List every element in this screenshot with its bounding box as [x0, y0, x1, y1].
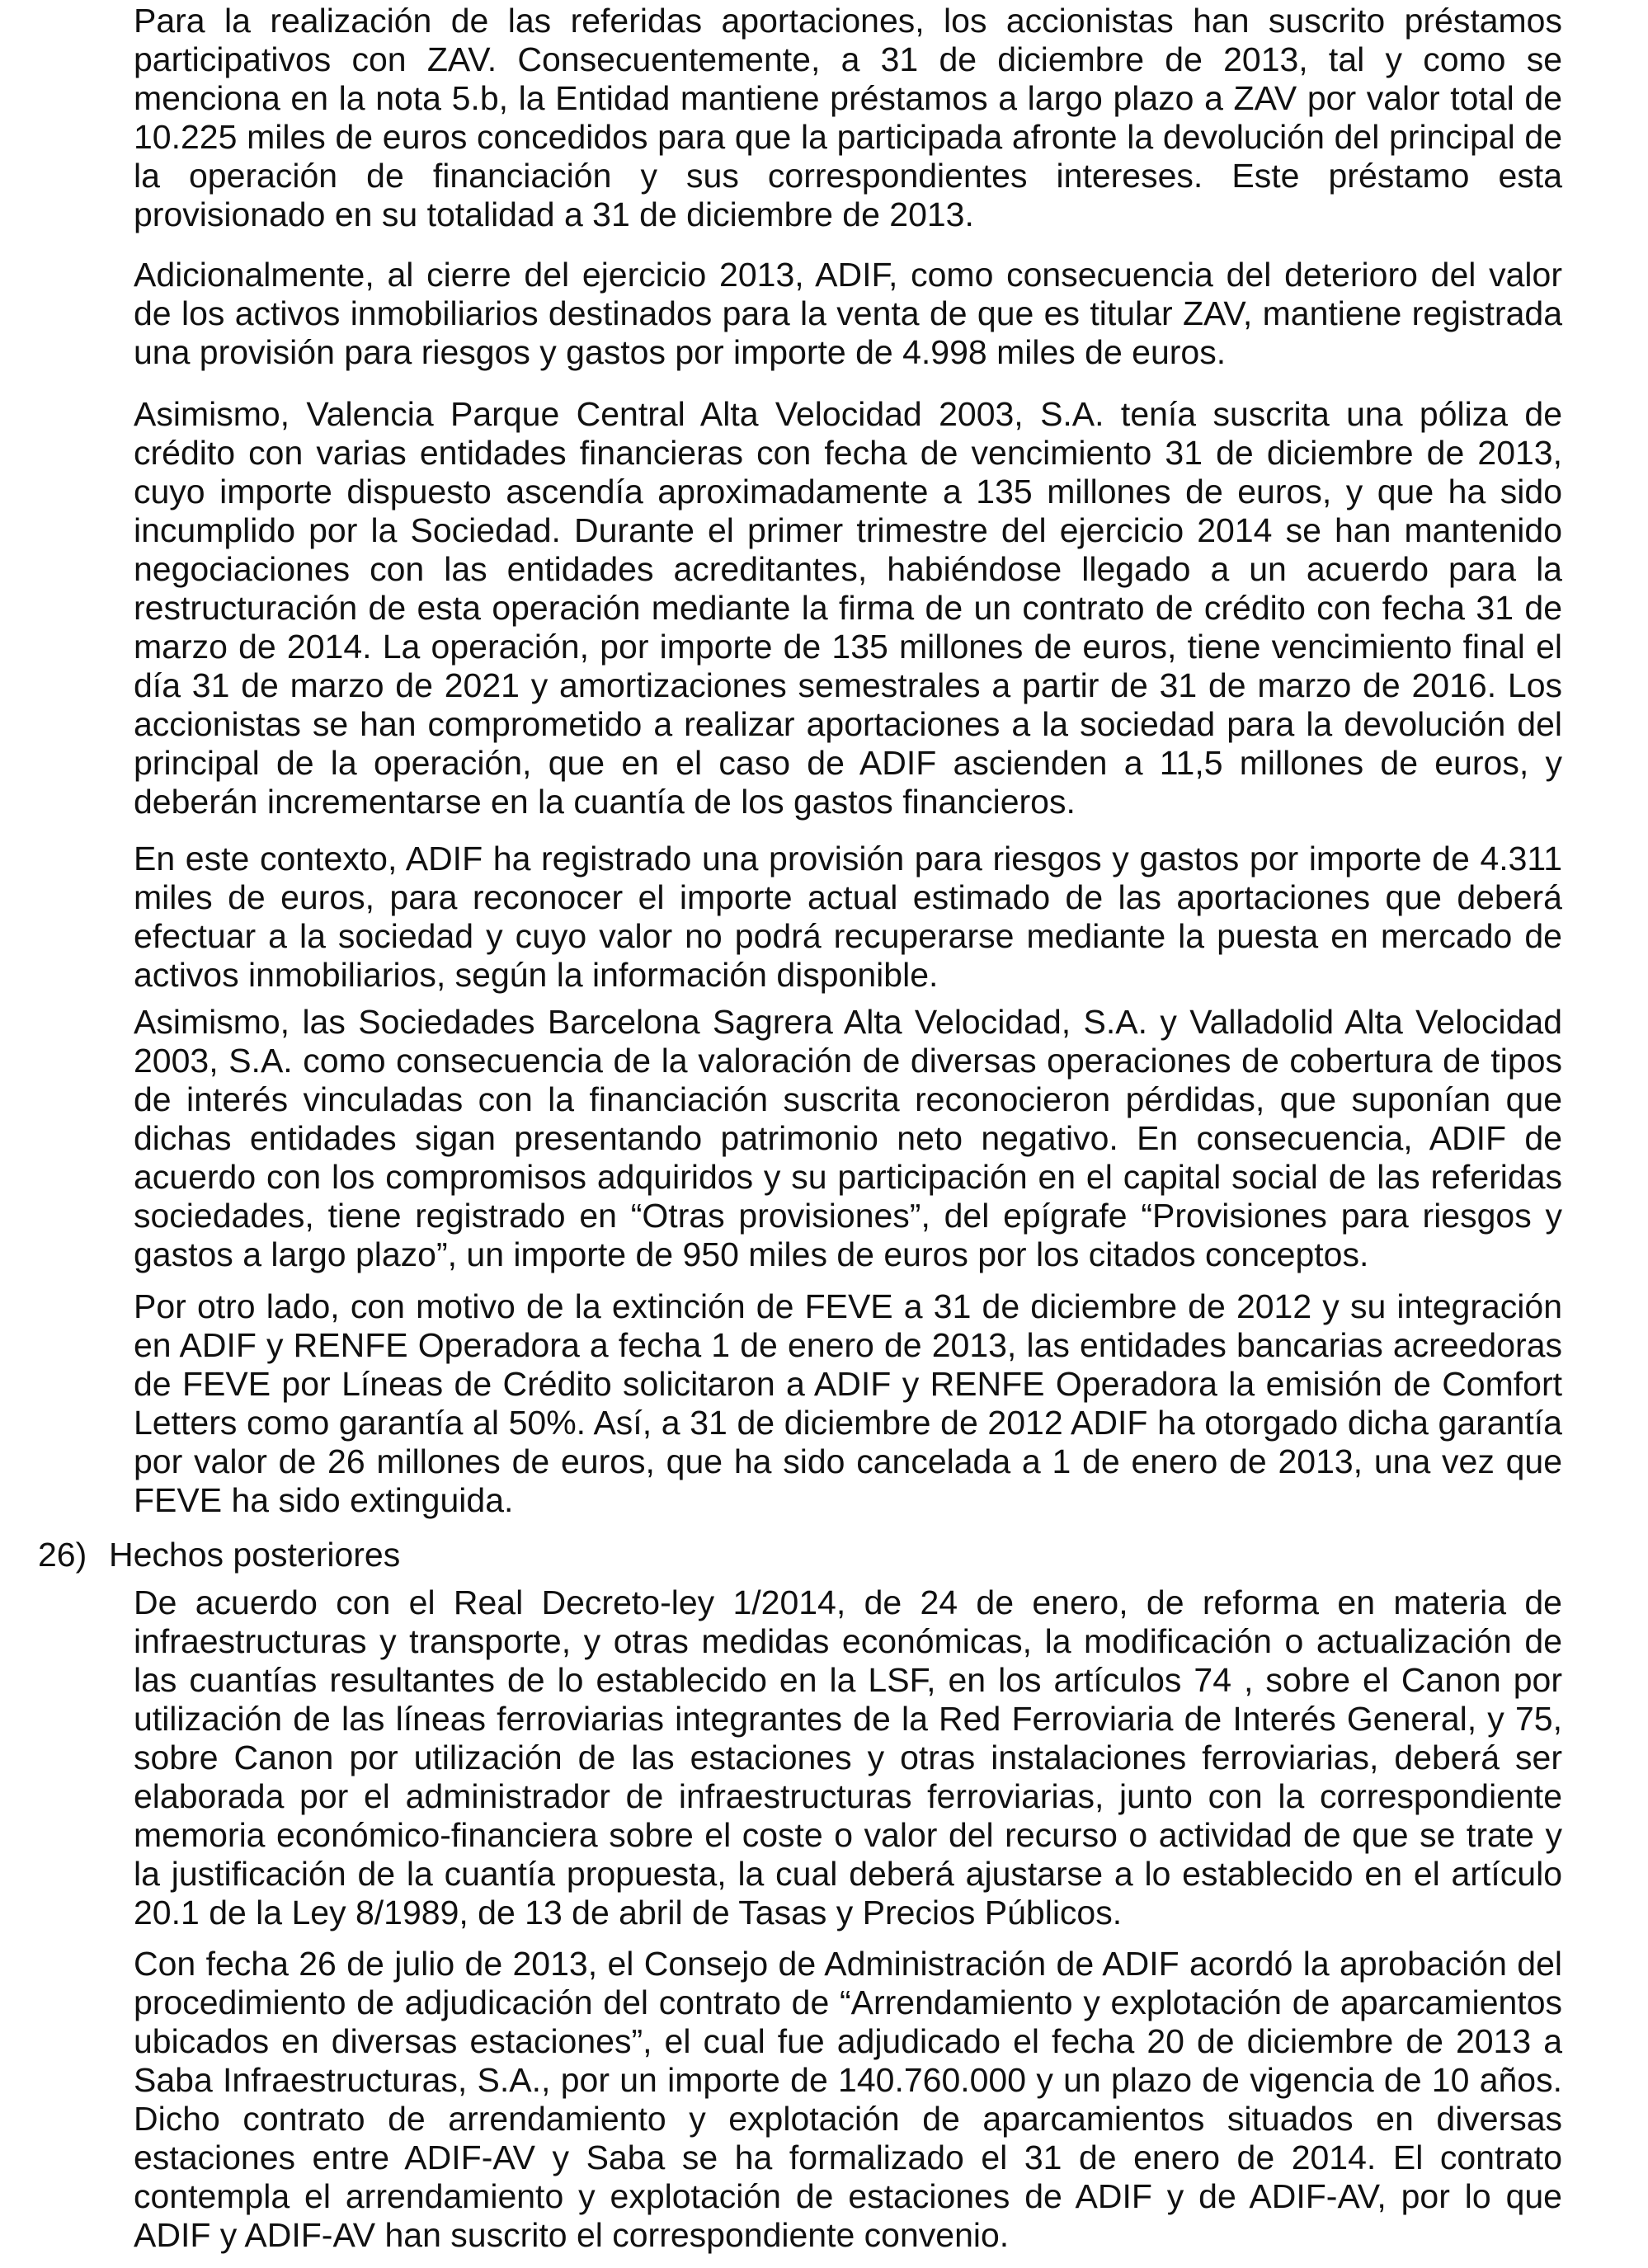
- paragraph-zav-provision: Adicionalmente, al cierre del ejercicio 2013, ADIF, como consecuencia del deterioro del valor de los activos inmobiliarios destinados para la venta de que es titular ZAV, mantiene registrada una provisión para riesgos y gastos por importe de 4.998 miles de euros.: [134, 256, 1562, 371]
- paragraph-sagrera-valladolid: Asimismo, las Sociedades Barcelona Sagrera Alta Velocidad, S.A. y Valladolid Alta Velocidad 2003, S.A. como consecuencia de la valoración de diversas operaciones de cobertura de tipos de interés vinculadas con la financiación suscrita reconocieron pérdidas, que suponían que dichas entidades sigan presentando patrimonio neto negativo. En consecuencia, ADIF de acuerdo con los compromisos adquiridos y su participación en el capital social de las referidas sociedades, tiene registrado en “Otras provisiones”, del epígrafe “Provisiones para riesgos y gastos a largo plazo”, un importe de 950 miles de euros por los citados conceptos.: [134, 1003, 1562, 1273]
- paragraph-real-decreto: De acuerdo con el Real Decreto-ley 1/2014, de 24 de enero, de reforma en materia de infraestructuras y transporte, y otras medidas económicas, la modificación o actualización de las cuantías resultantes de lo establecido en la LSF, en los artículos 74 , sobre el Canon por utilización de las líneas ferroviarias integrantes de la Red Ferroviaria de Interés General, y 75, sobre Canon por utilización de las estaciones y otras instalaciones ferroviarias, deberá ser elaborada por el administrador de infraestructuras ferroviarias, junto con la correspondiente memoria económico-financiera sobre el coste o valor del recurso o actividad de que se trate y la justificación de la cuantía propuesta, la cual deberá ajustarse a lo establecido en el artículo 20.1 de la Ley 8/1989, de 13 de abril de Tasas y Precios Públicos.: [134, 1583, 1562, 1932]
- paragraph-valencia-credit: Asimismo, Valencia Parque Central Alta Velocidad 2003, S.A. tenía suscrita una póliza de crédito con varias entidades financieras con fecha de vencimiento 31 de diciembre de 2013, cuyo importe dispuesto ascendía aproximadamente a 135 millones de euros, y que ha sido incumplido por la Sociedad. Durante el primer trimestre del ejercicio 2014 se han mantenido negociaciones con las entidades acreditantes, habiéndose llegado a un acuerdo para la restructuración de esta operación mediante la firma de un contrato de crédito con fecha 31 de marzo de 2014. La operación, por importe de 135 millones de euros, tiene vencimiento final el día 31 de marzo de 2021 y amortizaciones semestrales a partir de 31 de marzo de 2016. Los accionistas se han comprometido a realizar aportaciones a la sociedad para la devolución del principal de la operación, que en el caso de ADIF ascienden a 11,5 millones de euros, y deberán incrementarse en la cuantía de los gastos financieros.: [134, 395, 1562, 821]
- paragraph-zav-loans: Para la realización de las referidas aportaciones, los accionistas han suscrito préstamos participativos con ZAV. Consecuentemente, a 31 de diciembre de 2013, tal y como se menciona en la nota 5.b, la Entidad mantiene préstamos a largo plazo a ZAV por valor total de 10.225 miles de euros concedidos para que la participada afronte la devolución del principal de la operación de financiación y sus correspondientes intereses. Este préstamo esta provisionado en su totalidad a 31 de diciembre de 2013.: [134, 2, 1562, 233]
- section-title: Hechos posteriores: [109, 1536, 401, 1574]
- paragraph-saba-contract: Con fecha 26 de julio de 2013, el Consejo de Administración de ADIF acordó la aprobación del procedimiento de adjudicación del contrato de “Arrendamiento y explotación de aparcamientos ubicados en diversas estaciones”, el cual fue adjudicado el fecha 20 de diciembre de 2013 a Saba Infraestructuras, S.A., por un importe de 140.760.000 y un plazo de vigencia de 10 años. Dicho contrato de arrendamiento y explotación de aparcamientos situados en diversas estaciones entre ADIF-AV y Saba se ha formalizado el 31 de enero de 2014. El contrato contempla el arrendamiento y explotación de estaciones de ADIF y de ADIF-AV, por lo que ADIF y ADIF-AV han suscrito el correspondiente convenio.: [134, 1945, 1562, 2254]
- paragraph-adif-provision: En este contexto, ADIF ha registrado una provisión para riesgos y gastos por importe de 4.311 miles de euros, para reconocer el importe actual estimado de las aportaciones que deberá efectuar a la sociedad y cuyo valor no podrá recuperarse mediante la puesta en mercado de activos inmobiliarios, según la información disponible.: [134, 840, 1562, 994]
- section-number: 26): [38, 1536, 87, 1574]
- paragraph-feve: Por otro lado, con motivo de la extinción de FEVE a 31 de diciembre de 2012 y su integración en ADIF y RENFE Operadora a fecha 1 de enero de 2013, las entidades bancarias acreedoras de FEVE por Líneas de Crédito solicitaron a ADIF y RENFE Operadora la emisión de Comfort Letters como garantía al 50%. Así, a 31 de diciembre de 2012 ADIF ha otorgado dicha garantía por valor de 26 millones de euros, que ha sido cancelada a 1 de enero de 2013, una vez que FEVE ha sido extinguida.: [134, 1287, 1562, 1519]
- section-heading: [38, 1536, 400, 1574]
